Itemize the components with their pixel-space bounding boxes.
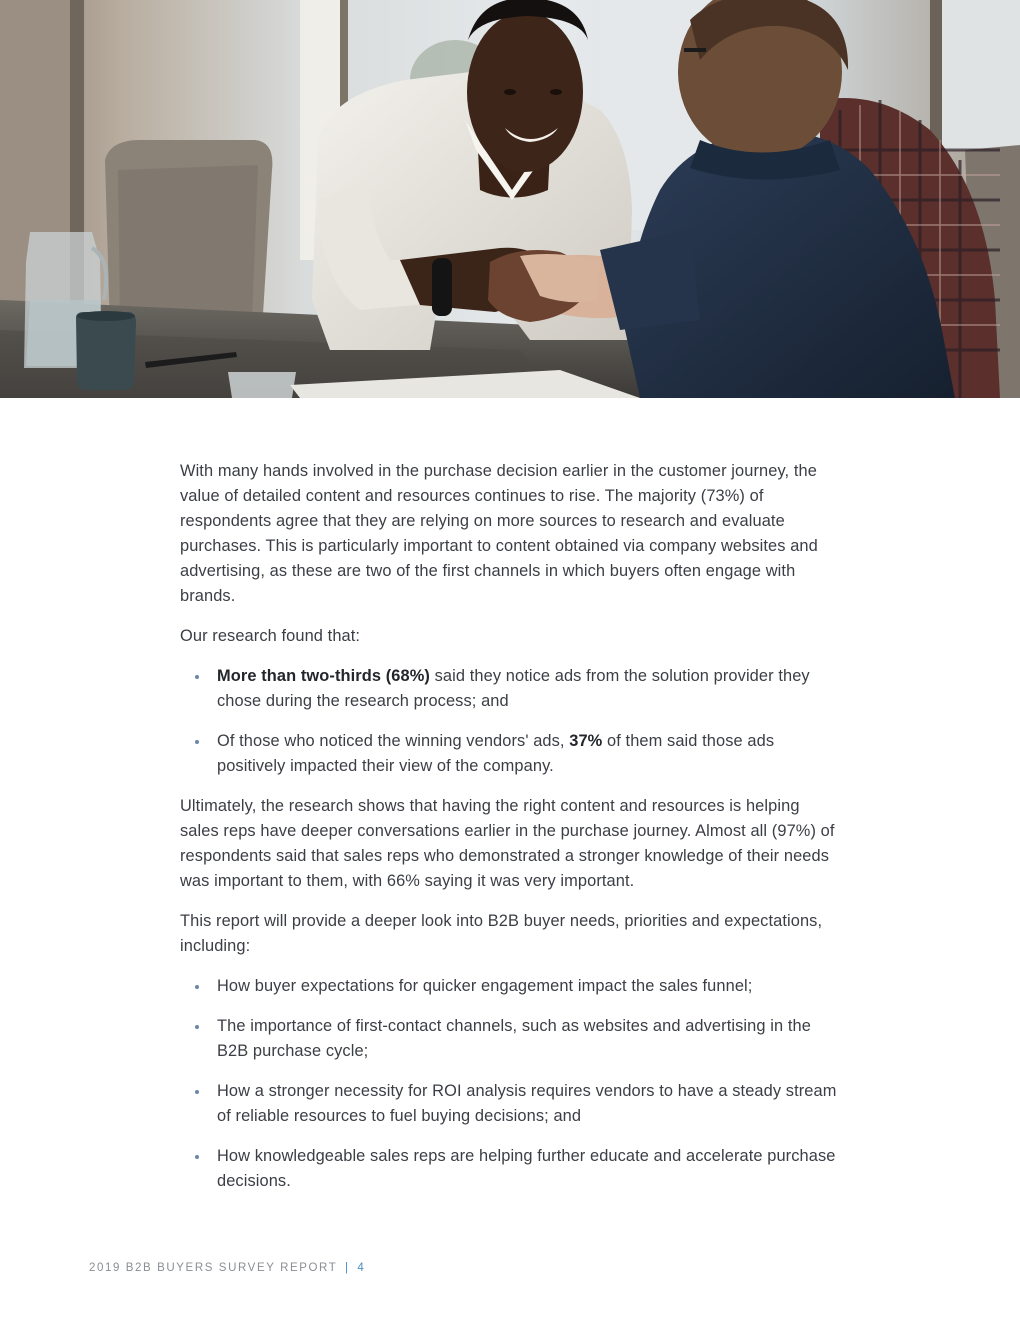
findings-list [180,664,840,779]
research-lead-in: Our research found that: [180,627,361,645]
intro-paragraph: With many hands involved in the purchase decision earlier in the customer journey, the value of detailed content and resources continues to rise. The majority (73%) of respondents agree that they are relying on more sources to research and evaluate purchases. This is particularly important to content obtained via company websites and advertising, as these are two of the first channels in which buyers often engage with brands. [180,462,818,605]
finding-text: said they notice ads from the solution provider they chose during the research process; and [217,667,810,710]
topic-item [180,1079,840,1129]
bullet-dot-icon [195,1025,199,1029]
finding-item [180,664,840,714]
bullet-dot-icon [195,1090,199,1094]
topic-text: The importance of first-contact channels, such as websites and advertising in the B2B purchase cycle; [217,1017,811,1060]
finding-highlight: More than two-thirds (68%) [217,667,430,685]
handshake-photo [0,0,1020,398]
finding-item [180,729,840,779]
bullet-dot-icon [195,740,199,744]
bullet-dot-icon [195,1155,199,1159]
topics-list [180,974,840,1194]
finding-text: of them said those ads positively impacted their view of the company. [217,732,775,775]
page-number: 4 [357,1262,366,1274]
report-body [180,459,840,1209]
bullet-dot-icon [195,675,199,679]
report-scope-paragraph: This report will provide a deeper look into B2B buyer needs, priorities and expectations, including: [180,912,823,955]
report-title: 2019 B2B BUYERS SURVEY REPORT [89,1262,338,1274]
finding-text: Of those who noticed the winning vendors' ads, [217,732,570,750]
bullet-dot-icon [195,985,199,989]
topic-text: How buyer expectations for quicker engagement impact the sales funnel; [217,977,753,995]
footer-separator: | [344,1262,350,1274]
topic-item [180,974,840,999]
topic-text: How a stronger necessity for ROI analysis requires vendors to have a steady stream of reliable resources to fuel buying decisions; and [217,1082,837,1125]
topic-item [180,1014,840,1064]
topic-text: How knowledgeable sales reps are helping further educate and accelerate purchase decisions. [217,1147,836,1190]
topic-item [180,1144,840,1194]
page-footer [89,1262,365,1274]
hero-photo [0,0,1020,398]
finding-highlight: 37% [569,732,603,750]
conclusion-paragraph: Ultimately, the research shows that having the right content and resources is helping sales reps have deeper conversations earlier in the purchase journey. Almost all (97%) of respondents said that sales reps who demonstrated a stronger knowledge of their needs was important to them, with 66% saying it was very important. [180,797,835,890]
